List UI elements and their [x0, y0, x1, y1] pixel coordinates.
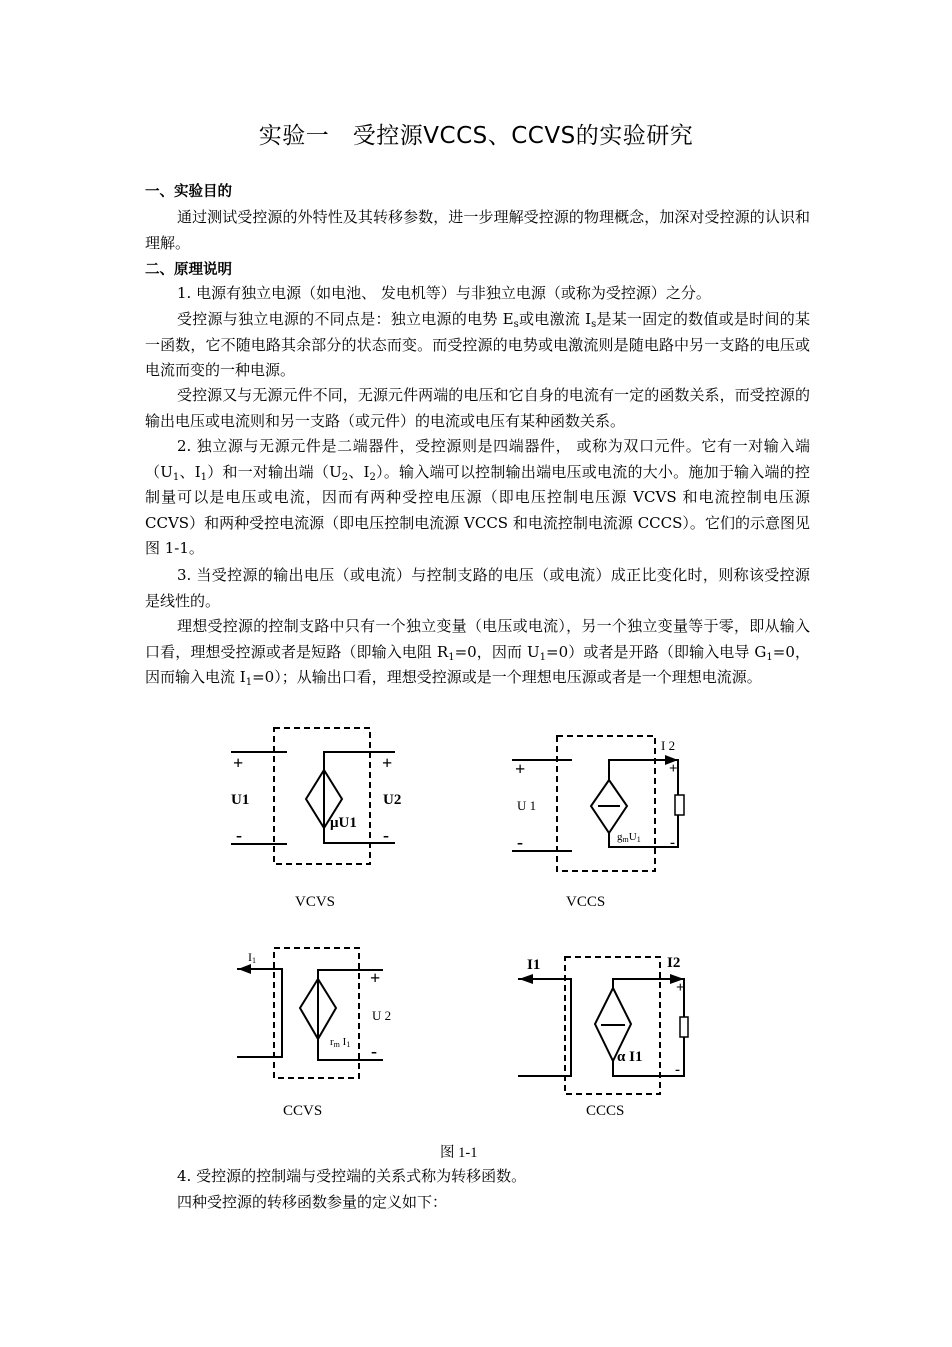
- cccs-diagram: [518, 957, 688, 1094]
- cccs-i2-label: I2: [667, 955, 681, 971]
- vccs-diagram: [512, 736, 684, 871]
- ccvs-name: CCVS: [283, 1103, 323, 1119]
- paragraph-1: 1. 电源有独立电源（如电池、 发电机等）与非独立电源（或称为受控源）之分。: [177, 284, 711, 302]
- vccs-name: VCCS: [566, 894, 606, 910]
- cccs-load-resistor: [680, 1017, 688, 1037]
- cccs-gain-label: α I1: [617, 1049, 643, 1065]
- figure-caption: 图 1-1: [440, 1145, 478, 1161]
- vcvs-name: VCVS: [295, 894, 336, 910]
- paragraph-3: 受控源又与无源元件不同，无源元件两端的电压和它自身的电流有一定的函数关系，而受控源的输出电压或电流则和另一支路（或元件）的电流或电压有某种函数关系。: [145, 386, 810, 430]
- vccs-minus-out: -: [670, 835, 675, 851]
- cccs-i1-label: I1: [527, 957, 541, 973]
- vccs-load-resistor: [675, 795, 684, 815]
- paragraph-8: 四种受控源的转移函数参量的定义如下：: [177, 1193, 448, 1211]
- paragraph-2: 受控源与独立电源的不同点是：独立电源的电势 $E_s$或电激流 $I_s$是某一固定的数值或是时间的某一函数，它不随电路其余部分的状态而变。而受控源的电势或电激流则是随电路中另一支路的电压或电流而变的一种电源。: [145, 310, 810, 380]
- vcvs-diagram: [231, 728, 395, 864]
- vcvs-minus-out: -: [383, 825, 389, 845]
- paragraph-5: 3. 当受控源的输出电压（或电流）与控制支路的电压（或电流）成正比变化时，则称该受控源是线性的。: [145, 566, 810, 610]
- ccvs-plus-out: +: [370, 968, 381, 988]
- vccs-u1-label: U 1: [517, 798, 537, 813]
- page-title: 实验一 受控源VCCS、CCVS的实验研究: [258, 123, 694, 149]
- ccvs-i1-arrow: [238, 964, 251, 974]
- paragraph-7: 4. 受控源的控制端与受控端的关系式称为转移函数。: [177, 1167, 527, 1185]
- ccvs-u2-label: U 2: [372, 1008, 392, 1023]
- section-heading-principle: 二、原理说明: [145, 262, 232, 278]
- vcvs-gain-label: μU1: [330, 815, 357, 831]
- vcvs-plus-out: +: [382, 753, 393, 773]
- cccs-i1-arrow: [519, 974, 533, 984]
- ccvs-box: [274, 948, 359, 1078]
- vcvs-plus-in: +: [233, 753, 244, 773]
- cccs-minus-out: -: [675, 1062, 680, 1078]
- vcvs-u2-label: U2: [383, 792, 402, 808]
- vccs-plus-out: +: [669, 761, 678, 777]
- cccs-name: CCCS: [586, 1103, 625, 1119]
- ccvs-minus-out: -: [371, 1041, 377, 1061]
- paragraph-6: 理想受控源的控制支路中只有一个独立变量（电压或电流），另一个独立变量等于零，即从输入口看，理想受控源或者是短路（即输入电阻 $R_1=0$，因而 $U_1=0$）或者是开路（即输入电导 $G_1=0$，因而输入电流 $I_1=0$）；从输出口看，理想受控源或是一个理想电压源或者是一个理想电流源。: [145, 617, 810, 689]
- vccs-gain-label: gmU1: [617, 831, 641, 844]
- paragraph-purpose: 通过测试受控源的外特性及其转移参数，进一步理解受控源的物理概念，加深对受控源的认识和理解。: [145, 208, 810, 252]
- ccvs-gain-label: rm I1: [330, 1036, 351, 1049]
- ccvs-i1-label: I1: [248, 950, 256, 965]
- section-heading-purpose: 一、实验目的: [145, 184, 232, 200]
- vccs-minus-in: -: [517, 832, 523, 852]
- vcvs-u1-label: U1: [231, 792, 250, 808]
- cccs-plus-out: +: [676, 980, 685, 996]
- vccs-plus-in: +: [515, 759, 526, 779]
- paragraph-4: 2. 独立源与无源元件是二端器件，受控源则是四端器件， 或称为双口元件。它有一对输入端（$U_1$、$I_1$）和一对输出端（$U_2$、$I_2$）。输入端可以控制输出端电压或电流的大小。施加于输入端的控制量可以是电压或电流，因而有两种受控电压源（即电压控制电压源 VCVS 和电流控制电压源 CCVS）和两种受控电流源（即电压控制电流源 VCCS 和电流控制电流源 CCCS）。它们的示意图见图 1-1。: [145, 437, 810, 558]
- vccs-i2-label: I 2: [661, 738, 676, 753]
- ccvs-diagram: [237, 948, 383, 1078]
- vcvs-minus-in: -: [236, 825, 242, 845]
